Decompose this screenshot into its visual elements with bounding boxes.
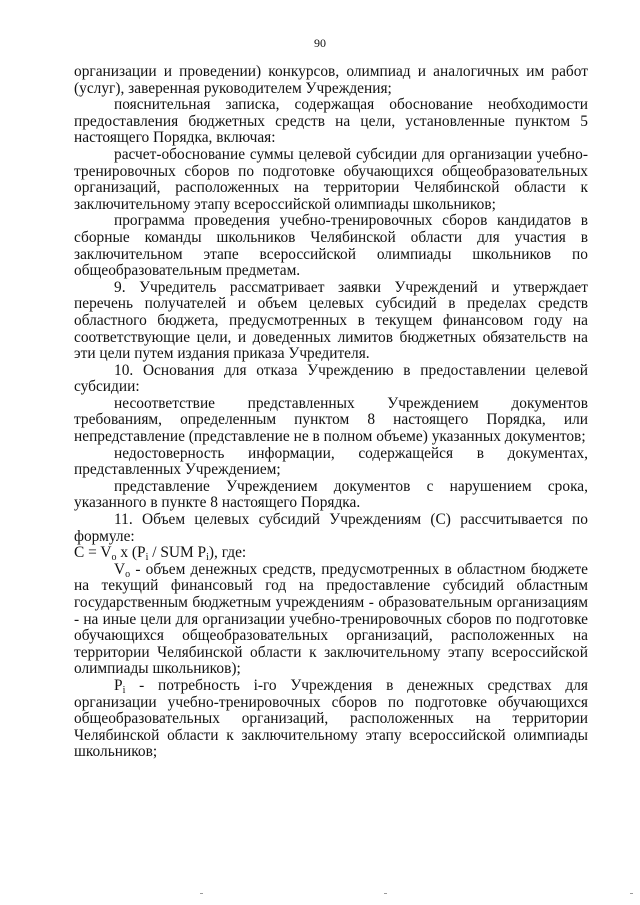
definition-vo-symbol: V [114,560,126,578]
formula-rhs: ), где: [208,544,247,562]
paragraph-item-11: 11. Объем целевых субсидий Учреждениям (С) рассчитывается по формуле: [74,511,588,545]
scan-artifact-mark [200,893,203,894]
page-number: 90 [314,36,326,50]
paragraph-reason-late: представление Учреждением документов с нарушением срока, указанного в пункте 8 настоящего Порядка. [74,477,588,512]
definition-pi [74,678,588,761]
definition-vo [74,562,588,678]
paragraph-program: программа проведения учебно-тренировочных сборов кандидатов в сборные команды школьников Челябинской области для участия в заключительном этапе всероссийской олимпиады школьников по общеобразовательным предметам. [74,212,588,280]
paragraph-item-9: 9. Учредитель рассматривает заявки Учреждений и утверждает перечень получателей и объем целевых субсидий в пределах средств областного бюджета, предусмотренных в текущем финансовом году на соответствующие цели, и доведенных лимитов бюджетных обязательств на эти цели путем издания приказа Учредителя. [74,278,588,363]
paragraph-item-10: 10. Основания для отказа Учреждению в предоставлении целевой субсидии: [74,361,588,396]
scan-artifact-mark [630,893,633,894]
formula-mid-1: x (P [116,544,146,562]
definition-vo-subscript: o [125,568,131,580]
definition-vo-text: - объем денежных средств, предусмотренных в областном бюджете на текущий финансовый год на предоставление субсидий областным государственным бюджетным учреждениям - образовательным организациям - на иные цели для организации учебно-тренировочных сборов по подготовке обучающихся общеобразовательных организаций, расположенных на территории Челябинской области к заключительному этапу всероссийской олимпиады школьников); [74,560,588,678]
scan-artifact-mark [384,893,387,894]
paragraph-explanatory-note: пояснительная записка, содержащая обоснование необходимости предоставления бюджетных средств на цели, установленные пунктом 5 настоящего Порядка, включая: [74,96,588,147]
paragraph-calculation: расчет-обоснование суммы целевой субсидии для организации учебно-тренировочных сборов по подготовке обучающихся общеобразовательных организаций, расположенных на территории Челябинской области к заключительному этапу всероссийской олимпиады школьников; [74,145,588,213]
definition-pi-text: - потребность i-го Учреждения в денежных средствах для организации учебно-тренировочных сборов по подготовке обучающихся общеобразовательных организаций, расположенных на территории Челябинской области к заключительному этапу всероссийской олимпиады школьников; [74,676,588,761]
paragraph-reason-unreliable: недостоверность информации, содержащейся в документах, представленных Учреждением; [74,444,588,479]
paragraph-continuation: организации и проведении) конкурсов, олимпиад и аналогичных им работ (услуг), заверенная руководителем Учреждения; [74,63,588,97]
formula-v-subscript: o [111,552,117,564]
formula-mid-2: / SUM P [148,544,207,562]
formula-p-subscript-2: i [206,552,209,564]
formula [74,545,588,562]
definition-pi-subscript: i [122,684,126,696]
document-body [74,64,588,761]
formula-lhs: C = V [74,544,112,562]
definition-pi-symbol: P [114,676,123,694]
paragraph-reason-noncompliance: несоответствие представленных Учреждением документов требованиям, определенным пунктом 8 настоящего Порядка, или непредставление (представление не в полном объеме) указанных документов; [74,394,588,446]
formula-p-subscript-1: i [145,552,149,564]
